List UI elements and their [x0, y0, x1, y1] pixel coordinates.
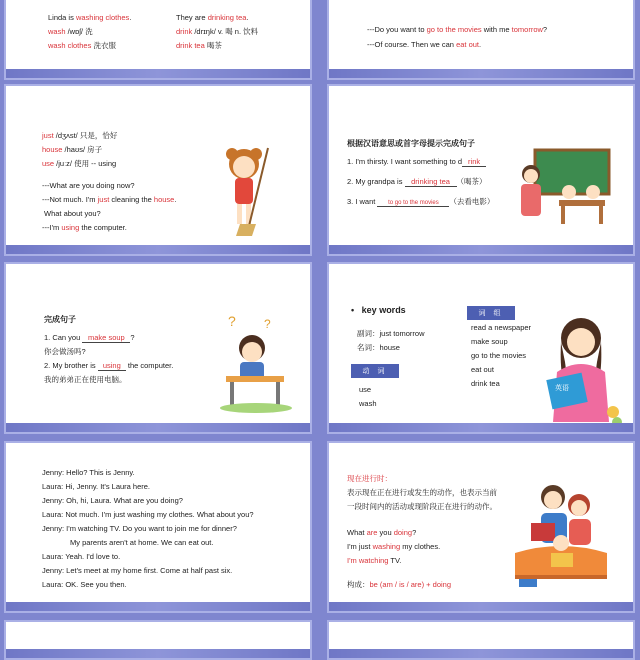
- slide-7[interactable]: [4, 441, 312, 613]
- exercise-2: 2. My grandpa is drinking tea （喝茶）: [347, 177, 487, 186]
- slide-4[interactable]: [327, 84, 635, 256]
- example-1: What are you doing?: [347, 528, 417, 537]
- exercise-1: 1. Can you make soup ?: [44, 333, 135, 342]
- phrase-item: go to the movies: [471, 351, 527, 360]
- slide-title: • key words: [351, 305, 406, 315]
- exercise-1-cn: 你会做汤吗?: [44, 347, 86, 356]
- slide-title: 完成句子: [44, 315, 76, 324]
- dialog-line: Jenny: Hello? This is Jenny.: [42, 468, 135, 477]
- dialog-line: ---Not much. I'm just cleaning the house.: [42, 195, 177, 204]
- boy-at-desk-illustration: [218, 312, 294, 414]
- dialog-line: Laura: Not much. I'm just washing my clothes. What about you?: [42, 510, 254, 519]
- dialog-line: Laura: Hi, Jenny. It's Laura here.: [42, 482, 151, 491]
- slide-5[interactable]: [4, 262, 312, 434]
- example-3: I'm watching TV.: [347, 556, 402, 565]
- dialog-line: Laura: OK. See you then.: [42, 580, 127, 589]
- line: wash clothes 洗衣服: [48, 41, 116, 50]
- book-label: 英语: [555, 385, 569, 392]
- dialog-line: ---I'm using the computer.: [42, 223, 127, 232]
- slide-6[interactable]: [327, 262, 635, 434]
- word-use: use /juːz/ 使用 -- using: [42, 159, 117, 168]
- dialog-line: Jenny: Oh, hi, Laura. What are you doing?: [42, 496, 183, 505]
- slide-8[interactable]: [327, 441, 635, 613]
- verb-item: use: [359, 385, 372, 394]
- phrase-item: make soup: [471, 337, 508, 346]
- girl-sweeping-illustration: [222, 138, 278, 238]
- slide-title: 根据汉语意思或首字母提示完成句子: [347, 139, 475, 148]
- dialog-question: ---Do you want to go to the movies with me tomorrow?: [367, 25, 548, 34]
- slide-3[interactable]: [4, 84, 312, 256]
- word-just: just /dʒʌst/ 只是，恰好: [42, 131, 118, 140]
- example-2: I'm just washing my clothes.: [347, 542, 441, 551]
- line: Linda is washing clothes.: [48, 13, 132, 22]
- grammar-desc: 一段时间内的活动或现阶段正在进行的动作。: [347, 502, 497, 511]
- grammar-form: 构成：be (am / is / are) + doing: [347, 580, 451, 589]
- phrase-item: read a newspaper: [471, 323, 532, 332]
- classroom-illustration: [515, 148, 615, 230]
- girl-with-book-illustration: [541, 312, 625, 428]
- dialog-line: My parents aren't at home. We can eat out.: [70, 538, 214, 547]
- slide-9-partial[interactable]: [4, 620, 312, 660]
- slide-2[interactable]: [327, 0, 635, 80]
- slide-1[interactable]: [4, 0, 312, 80]
- exercise-2-cn: 我的弟弟正在使用电脑。: [44, 375, 127, 384]
- grammar-desc: 表示现在正在进行或发生的动作，也表示当前: [347, 488, 497, 497]
- phrase-item: eat out: [471, 365, 494, 374]
- line: drink tea 喝茶: [176, 41, 222, 50]
- phrase-item: drink tea: [471, 379, 500, 388]
- dialog-line: Laura: Yeah. I'd love to.: [42, 552, 121, 561]
- line: They are drinking tea.: [176, 13, 249, 22]
- line: drink /drɪŋk/ v. 喝 n. 饮料: [176, 27, 259, 36]
- exercise-1: 1. I'm thirsty. I want something to d rink: [347, 158, 486, 167]
- exercise-2: 2. My brother is using the computer.: [44, 361, 174, 370]
- svg-text:?: ?: [264, 317, 271, 331]
- dialog-line: ---What are you doing now?: [42, 181, 135, 190]
- grammar-title: 现在进行时：: [347, 474, 392, 483]
- verb-item: wash: [359, 399, 377, 408]
- svg-text:?: ?: [228, 313, 236, 329]
- kids-reading-illustration: [511, 479, 611, 595]
- nouns: 名词：house: [357, 343, 400, 352]
- slide-10-partial[interactable]: [327, 620, 635, 660]
- dialog-answer: ---Of course. Then we can eat out.: [367, 40, 482, 49]
- dialog-line: Jenny: Let's meet at my home first. Come at half past six.: [42, 566, 233, 575]
- word-house: house /haʊs/ 房子: [42, 145, 103, 154]
- adverbs: 副词：just tomorrow: [357, 329, 425, 338]
- exercise-3: 3. I want to go to the movies （去看电影）: [347, 197, 495, 206]
- phrase-tag: 词 组: [467, 306, 515, 320]
- verb-tag: 动 词: [351, 364, 399, 378]
- dialog-line: Jenny: I'm watching TV. Do you want to join me for dinner?: [42, 524, 237, 533]
- dialog-line: What about you?: [44, 209, 101, 218]
- line: wash /wɒʃ/ 洗: [48, 27, 93, 36]
